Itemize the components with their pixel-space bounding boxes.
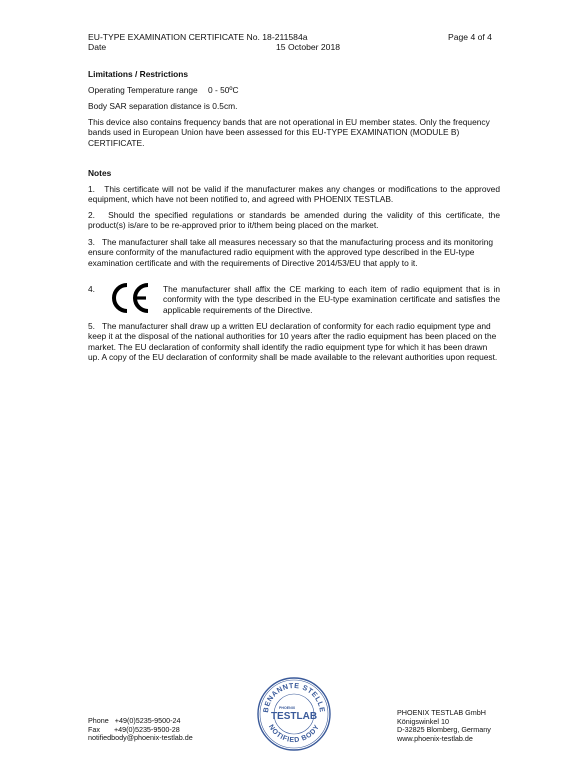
certificate-title: EU-TYPE EXAMINATION CERTIFICATE No. 18-211584a — [88, 32, 308, 42]
phone-number: +49(0)5235-9500-24 — [114, 716, 181, 725]
limitations-heading: Limitations / Restrictions — [88, 69, 189, 79]
note-number: 2. — [88, 210, 95, 220]
sar-distance: Body SAR separation distance is 0.5cm. — [88, 101, 238, 111]
note-number: 3. — [88, 237, 95, 247]
temperature-label: Operating Temperature range — [88, 85, 198, 95]
svg-text:TESTLAB: TESTLAB — [270, 711, 318, 722]
fax-label: Fax — [88, 724, 100, 734]
street: Königswinkel 10 — [397, 716, 449, 726]
note-number: 5. — [88, 321, 95, 331]
note-number: 1. — [88, 184, 95, 194]
note-5 — [88, 321, 500, 363]
note-text: The manufacturer shall draw up a written EU declaration of conformity for each radio equipment type and keep it at the disposal of the national authorities for 10 years after the radio equipment has been placed on the market. The EU declaration of conformity shall identify the radio equipment type for which it has been drawn up. A copy of the EU declaration of conformity shall be made available to the relevant authorities upon request. — [88, 321, 498, 363]
note-4-text: The manufacturer shall affix the CE marking to each item of radio equipment that is in conformity with the type described in the EU-type examination certificate and satisfies the applicable requirements of the Directive. — [163, 284, 500, 315]
email-address: notifiedbody@phoenix-testlab.de — [88, 733, 193, 743]
note-text: This certificate will not be valid if the manufacturer makes any changes or modifications to the approved equipment, which have not been notified to, and agreed with PHOENIX TESTLAB. — [88, 184, 500, 205]
note-3 — [88, 237, 500, 268]
date-value: 15 October 2018 — [276, 42, 341, 52]
city: D-32825 Blomberg, Germany — [397, 725, 491, 735]
note-2 — [88, 210, 500, 231]
company-name: PHOENIX TESTLAB GmbH — [397, 708, 486, 717]
company-address — [397, 709, 491, 743]
ce-mark-icon — [108, 281, 152, 315]
svg-text:NOTIFIED BODY: NOTIFIED BODY — [266, 723, 322, 745]
phone-label: Phone — [88, 716, 109, 725]
frequency-note: This device also contains frequency bands that are not operational in EU member states. Only the frequency bands used in European Union have been assessed for this EU-TYPE EXAMINATION (MODULE B) CERTIFICATE. — [88, 117, 490, 148]
fax-number: +49(0)5235-9500-28 — [113, 724, 180, 734]
note-4-number: 4. — [88, 284, 95, 294]
date-label: Date — [88, 42, 107, 52]
website: www.phoenix-testlab.de — [397, 733, 473, 743]
svg-text:BENANNTE STELLE: BENANNTE STELLE — [260, 680, 328, 714]
notified-body-stamp — [256, 676, 332, 752]
note-text: Should the specified regulations or standards be amended during the validity of this certificate, the product(s) is/are to be re-approved prior to it/them being placed on the market. — [88, 210, 500, 231]
notes-heading: Notes — [88, 168, 112, 178]
note-text: The manufacturer shall take all measures necessary so that the manufacturing process and its monitoring ensure conformity of the manufactured radio equipment with the approved type described in the EU-type examination certificate and with the requirements of Directive 2014/53/EU that apply to it. — [88, 237, 494, 268]
footer-contact — [88, 717, 193, 743]
temperature-value: 0 - 50ºC — [208, 85, 239, 95]
page-number: Page 4 of 4 — [448, 32, 492, 42]
note-1 — [88, 184, 500, 205]
svg-text:PHOENIX: PHOENIX — [279, 706, 296, 710]
